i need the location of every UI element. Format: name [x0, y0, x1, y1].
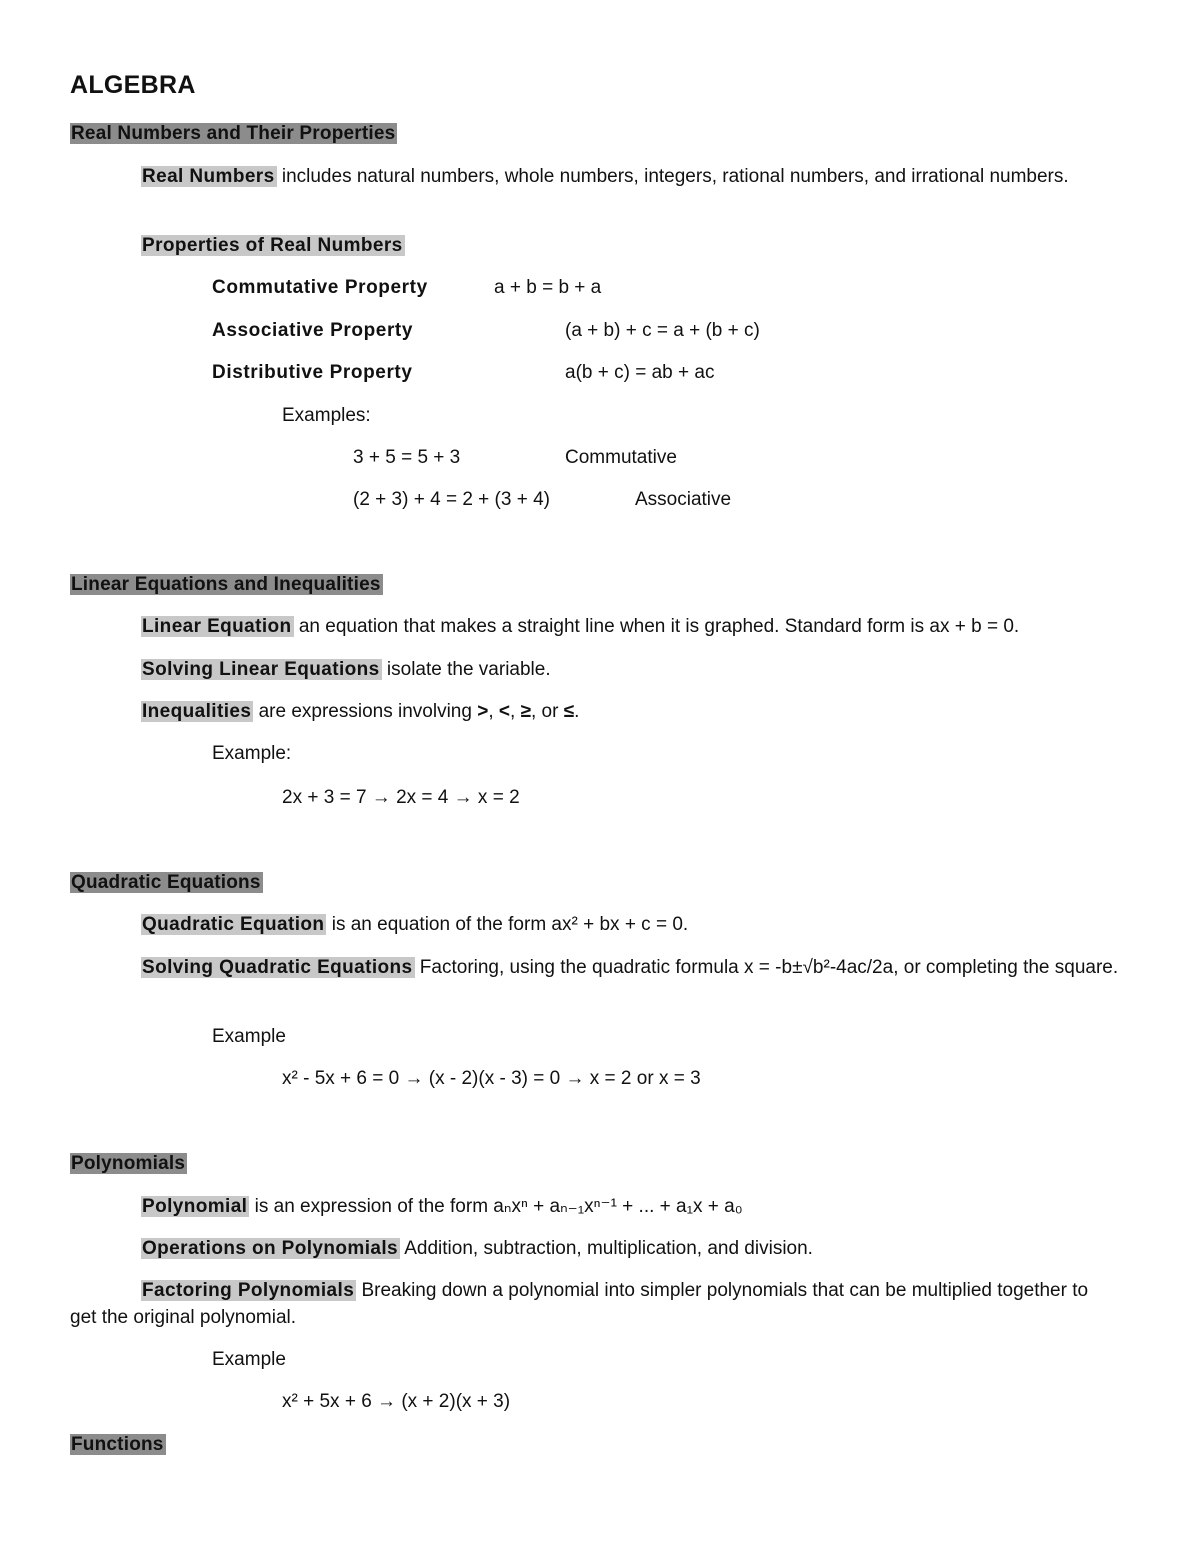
section-heading-text: Real Numbers and Their Properties [71, 123, 396, 144]
solving-quadratic-definition [141, 954, 1131, 981]
quadratic-equation-definition [141, 911, 688, 938]
term-solving-linear: Solving Linear Equations [142, 659, 380, 680]
separator: , [510, 701, 521, 722]
operations-definition [141, 1235, 813, 1262]
section-heading-quadratic [70, 869, 263, 896]
symbol-less: < [498, 701, 510, 722]
definition-text: is an equation of the form ax² + bx + c = 0. [326, 914, 689, 935]
property-name: Associative Property [212, 320, 414, 341]
inequalities-definition [141, 698, 579, 725]
definition-text: Addition, subtraction, multiplication, and division. [400, 1238, 813, 1259]
property-name: Commutative Property [212, 277, 428, 298]
term-operations: Operations on Polynomials [142, 1238, 398, 1259]
example-expression: x² - 5x + 6 = 0 → (x - 2)(x - 3) = 0 → x = 2 or x = 3 [282, 1068, 701, 1089]
polynomial-definition [141, 1193, 743, 1220]
definition-text: isolate the variable. [381, 659, 551, 680]
property-formula: a(b + c) = ab + ac [565, 362, 715, 383]
section-heading-polynomials [70, 1150, 187, 1177]
solving-linear-definition [141, 656, 551, 683]
term-factoring: Factoring Polynomials [142, 1280, 355, 1301]
term-real-numbers: Real Numbers [142, 166, 275, 187]
example-label: Commutative [565, 447, 677, 468]
definition-text: are expressions involving [253, 701, 478, 722]
examples-label: Examples: [282, 405, 371, 426]
linear-equation-definition [141, 613, 1019, 640]
example-label: Example [212, 1026, 286, 1047]
definition-text: includes natural numbers, whole numbers, integers, rational numbers, and irrational numbers. [276, 166, 1069, 187]
example-label: Example [212, 1349, 286, 1370]
properties-heading [141, 232, 405, 259]
example-expression: (2 + 3) + 4 = 2 + (3 + 4) [353, 489, 550, 510]
definition-text: Breaking down a polynomial into simpler polynomials that can be multiplied together to get the original polynomial. [70, 1280, 1089, 1328]
factoring-definition [70, 1277, 1110, 1331]
separator: , or [531, 701, 564, 722]
term-inequalities: Inequalities [142, 701, 252, 722]
example-label: Associative [635, 489, 732, 510]
separator: , [488, 701, 499, 722]
term-quadratic-equation: Quadratic Equation [142, 914, 325, 935]
property-formula: (a + b) + c = a + (b + c) [565, 320, 760, 341]
section-heading-text: Functions [71, 1434, 164, 1455]
section-heading-text: Polynomials [71, 1153, 186, 1174]
section-heading-text: Quadratic Equations [71, 872, 261, 893]
symbol-less-equal: ≤ [563, 701, 575, 722]
section-heading-functions [70, 1431, 166, 1458]
real-numbers-definition [141, 163, 1101, 190]
term-properties: Properties of Real Numbers [142, 235, 403, 256]
symbol-greater-equal: ≥ [520, 701, 531, 722]
section-heading-linear [70, 571, 383, 598]
term-linear-equation: Linear Equation [142, 616, 292, 637]
definition-text: Factoring, using the quadratic formula x = -b±√b²-4ac/2a, or completing the square. [414, 957, 1119, 978]
symbol-greater: > [477, 701, 489, 722]
definition-text: an equation that makes a straight line when it is graphed. Standard form is ax + b = 0. [293, 616, 1020, 637]
section-heading-real-numbers [70, 120, 397, 147]
term-solving-quadratic: Solving Quadratic Equations [142, 957, 413, 978]
terminator: . [574, 701, 580, 722]
property-formula: a + b = b + a [494, 277, 602, 298]
definition-text: is an expression of the form aₙxⁿ + aₙ₋₁xⁿ⁻¹ + ... + a₁x + a₀ [249, 1196, 743, 1217]
example-expression: 3 + 5 = 5 + 3 [353, 447, 461, 468]
term-polynomial: Polynomial [142, 1196, 248, 1217]
property-name: Distributive Property [212, 362, 413, 383]
section-heading-text: Linear Equations and Inequalities [71, 574, 381, 595]
page-title: ALGEBRA [70, 71, 196, 99]
example-label: Example: [212, 743, 292, 764]
example-expression: 2x + 3 = 7 → 2x = 4 → x = 2 [282, 787, 520, 808]
example-expression: x² + 5x + 6 → (x + 2)(x + 3) [282, 1391, 511, 1412]
